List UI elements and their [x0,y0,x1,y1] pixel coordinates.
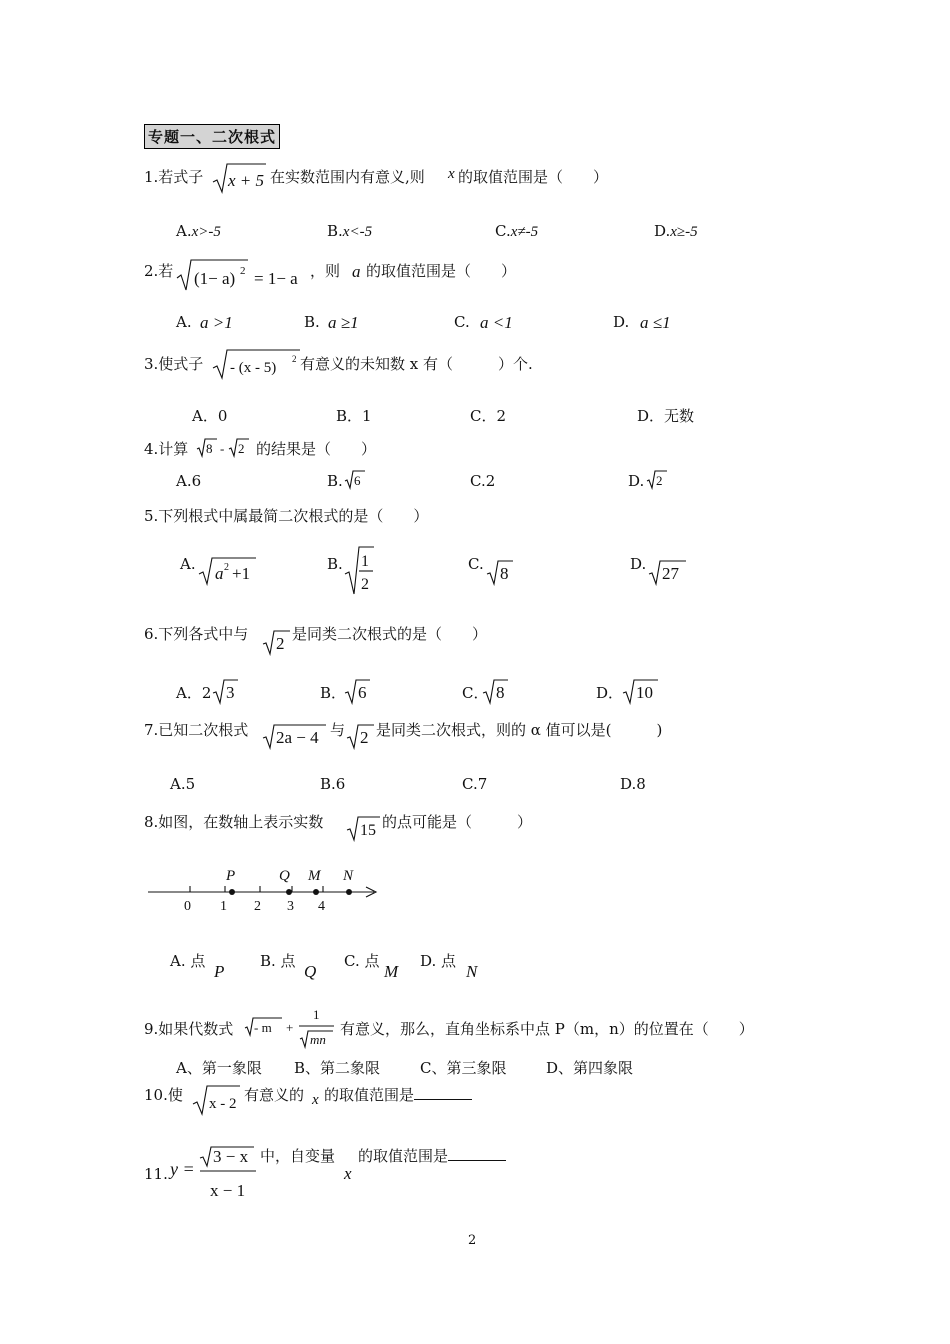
q2-mid: ，则 [310,262,341,280]
q6-radical [262,628,292,656]
q8-option-c: C. 点 [344,952,380,970]
q10-suffix: 的取值范围是 [324,1084,472,1105]
q6-option-c-radical [482,677,510,705]
svg-text:6: 6 [358,683,367,702]
q2-option-d-value: a ≤1 [640,313,671,332]
q7-option-c: C.7 [462,775,488,793]
q3-suffix: 有意义的未知数 x 有（ ）个. [300,355,533,373]
q3-option-c: C．2 [470,407,507,425]
q6-option-c: C． [462,684,489,702]
axis-label-2: 2 [254,899,261,914]
svg-text:2: 2 [276,634,285,653]
svg-text:6: 6 [354,473,361,488]
axis-label-4: 4 [318,899,325,914]
q4-option-b-radical [344,468,368,492]
point-m [313,889,319,895]
svg-text:2: 2 [656,473,663,488]
svg-text:x − 1: x − 1 [210,1181,246,1200]
page-number: 2 [468,1233,477,1248]
q8-option-a: A. 点 [170,952,206,970]
q4-radicand-2: 2 [238,441,245,456]
q8-option-d-var: N [466,962,478,981]
svg-text:2a − 4: 2a − 4 [276,728,319,747]
q2-exponent: 2 [240,265,246,277]
q2-option-d: D. [613,313,630,331]
q6-option-d: D． [596,684,624,702]
q7-suffix: 是同类二次根式，则的 α 值可以是( ) [376,721,663,739]
q10-mid: 有意义的 [244,1086,305,1104]
q2-radicand: (1− a) [194,269,236,288]
q9-option-d: D、第四象限 [546,1059,634,1077]
section-title: 专题一、二次根式 [144,124,280,149]
q3-option-b: B．1 [336,407,372,425]
q8-radical [346,814,382,842]
q8-option-a-var: P [214,962,225,981]
q1-radical [212,160,268,194]
point-label-p: P [226,868,236,884]
q5-option-d: D. [630,555,647,573]
svg-text:a: a [215,564,224,583]
q1-option-a: A.x>-5 [176,222,221,240]
q1-option-d: D.x≥-5 [654,222,698,240]
axis-label-1: 1 [220,899,227,914]
q2-option-a: A. [176,313,192,331]
point-label-q: Q [279,868,290,884]
q2-prefix: 2.若 [144,262,174,280]
q1-suffix-a: 在实数范围内有意义,则 [270,168,425,186]
svg-text:10: 10 [636,683,653,702]
q9-suffix: 有意义，那么，直角坐标系中点 P（m，n）的位置在（ ） [340,1020,754,1038]
q11-var: x [344,1164,352,1183]
svg-text:1: 1 [313,1007,320,1022]
q8-option-b: B. 点 [260,952,296,970]
q2-option-b-value: a ≥1 [328,313,359,332]
q1-radicand: x + 5 [228,171,265,190]
q6-suffix: 是同类二次根式的是（ ） [292,625,488,643]
point-n [346,889,352,895]
q1-option-c: C.x≠-5 [495,222,539,240]
q7-prefix: 7.已知二次根式 [144,721,249,739]
q6-prefix: 6.下列各式中与 [144,625,249,643]
q3-prefix: 3.使式子 [144,355,204,373]
point-p [229,889,235,895]
q2-option-b: B. [304,313,320,331]
q8-suffix: 的点可能是（ ） [382,813,533,831]
svg-text:8: 8 [500,564,509,583]
q4-option-b: B. [327,472,343,490]
q4-minus: - [220,441,225,456]
point-label-m: M [308,868,321,884]
q6-option-d-radical [622,677,660,705]
svg-text:+1: +1 [232,564,251,583]
svg-text:+: + [286,1020,294,1035]
q3-option-a: A．0 [192,407,228,425]
svg-text:mn: mn [310,1032,326,1047]
q7-option-a: A.5 [170,775,196,793]
q7-radical-1 [262,722,328,750]
svg-text:y =: y = [170,1159,195,1179]
svg-text:x - 2: x - 2 [209,1096,237,1112]
q5-option-b-radical [344,544,376,596]
q1-suffix-b: 的取值范围是（ ） [458,168,609,186]
q4-option-d-radical [646,468,670,492]
svg-text:1: 1 [361,553,369,570]
q10-prefix: 10.使 [144,1086,183,1104]
q5-option-a-radical [198,554,260,586]
q3-option-d: D．无数 [637,407,695,425]
q6-option-b-radical [344,677,372,705]
q11-expression [168,1144,260,1202]
q8-option-c-var: M [384,962,399,981]
q9-option-c: C、第三象限 [420,1059,507,1077]
q7-radical-2 [346,722,376,750]
q7-option-b: B.6 [320,775,346,793]
q1-prefix: 1.若式子 [144,168,204,186]
q1-suffix-var: x [448,166,455,182]
q11-mid: 中，自变量 [260,1147,336,1165]
q6-option-b: B． [320,684,347,702]
svg-text:8: 8 [496,683,505,702]
q2-option-c: C. [454,313,470,331]
point-q [286,889,292,895]
q2-rhs: = 1− a [254,269,298,288]
q9-prefix: 9.如果代数式 [144,1020,234,1038]
svg-text:- m: - m [254,1020,272,1035]
svg-text:2: 2 [361,576,369,593]
q2-suffix: 的取值范围是（ ） [366,262,517,280]
q11-answer-blank[interactable] [448,1146,506,1161]
q9-option-b: B、第二象限 [294,1059,381,1077]
q7-option-d: D.8 [620,775,646,793]
q9-option-a: A、第一象限 [176,1059,262,1077]
q5-option-c-radical [486,558,516,586]
q5-option-c: C. [468,555,484,573]
svg-text:2: 2 [360,728,369,747]
q5-text: 5.下列根式中属最简二次根式的是（ ） [144,507,429,525]
axis-label-3: 3 [287,899,294,914]
q4-option-d: D. [628,472,645,490]
q2-equation [176,256,306,294]
number-line [148,862,384,918]
q1-option-b: B.x<-5 [327,222,373,240]
q8-option-d: D. 点 [420,952,457,970]
q3-radicand: - (x - 5) [230,360,277,376]
q4-expression [196,436,256,460]
svg-text:27: 27 [662,564,679,583]
q7-mid: 与 [330,721,346,739]
point-label-n: N [343,868,354,884]
q11-suffix: 的取值范围是 [358,1145,506,1166]
q8-prefix: 8.如图，在数轴上表示实数 [144,813,324,831]
q4-option-c: C.2 [470,472,496,490]
axis-label-0: 0 [184,899,191,914]
q3-radical [212,346,302,380]
q6-option-a-radical [212,677,240,705]
q8-option-b-var: Q [304,962,317,981]
svg-text:2: 2 [224,562,229,573]
q10-answer-blank[interactable] [414,1085,472,1100]
svg-text:3: 3 [226,683,235,702]
q11-prefix: 11. [144,1165,168,1183]
q6-option-a: A．2 [176,684,212,702]
q5-option-d-radical [648,558,688,586]
q4-radicand-1: 8 [206,441,213,456]
q4-option-a: A.6 [176,472,202,490]
q2-option-a-value: a >1 [200,313,233,332]
q5-option-a: A. [180,555,196,573]
svg-text:15: 15 [360,822,376,839]
q2-var: a [352,262,361,281]
q9-expression [244,1004,340,1050]
q10-var: x [312,1092,319,1108]
q2-option-c-value: a <1 [480,313,513,332]
svg-text:3 − x: 3 − x [213,1147,249,1166]
q10-radical [192,1082,244,1116]
q4-suffix: 的结果是（ ） [256,440,377,458]
q4-prefix: 4.计算 [144,440,189,458]
q5-option-b: B. [327,555,343,573]
q3-exponent: 2 [292,354,297,364]
